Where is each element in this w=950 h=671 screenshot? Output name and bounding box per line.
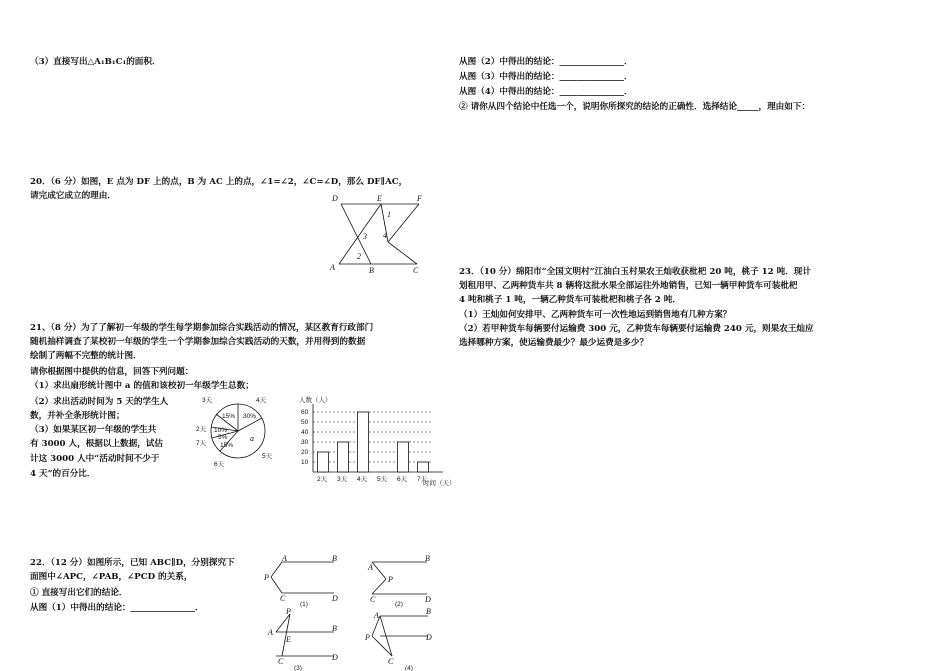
- bar-chart: [295, 394, 460, 486]
- fig3-b: B: [332, 624, 337, 633]
- label-3: 3: [363, 232, 367, 241]
- bar-chart-ytick: 20: [301, 449, 309, 456]
- fig1-b: B: [332, 554, 337, 563]
- q22-fig4-conclusion: 从图（4）中得出的结论：_______________．: [459, 87, 633, 97]
- q22-text-line1: 22．（12 分）如图所示，已知 ABC∥D，分别探究下: [30, 558, 235, 568]
- bar-6天: [398, 442, 409, 472]
- label-b: B: [369, 266, 374, 275]
- pie-slice-2day-pct: 10%: [214, 427, 228, 434]
- fig2-a: A: [368, 563, 373, 572]
- fig2-b: B: [425, 554, 430, 563]
- q21-part3a: （3）如果某区初一年级的学生共: [30, 425, 157, 435]
- bar-chart-xtick: 2天: [317, 476, 328, 483]
- fig3-e: E: [286, 635, 291, 644]
- label-d: D: [332, 194, 338, 203]
- fig2-c: C: [370, 595, 376, 604]
- q21-text-line1: 21、（8 分）为了了解初一年级的学生每学期参加综合实践活动的情况，某区教育行政部门: [30, 323, 374, 333]
- fig3-c: C: [278, 657, 284, 666]
- fig2-d: D: [425, 595, 431, 604]
- bar-chart-xtick: 7天: [417, 476, 428, 483]
- bar-chart-xtick: 6天: [397, 476, 408, 483]
- q22-text-line3: ① 直接写出它们的结论．: [30, 588, 128, 598]
- q21-part3d: 4 天”的百分比．: [30, 469, 96, 479]
- q21-text-line3: 绘制了两幅不完整的统计图．: [30, 351, 142, 361]
- q21-part3c: 计这 3000 人中“活动时间不少于: [30, 454, 160, 464]
- bar-chart-xtick: 4天: [357, 476, 368, 483]
- label-e: E: [377, 194, 382, 203]
- fig1-p: P: [264, 573, 269, 582]
- q22-text-line2: 面图中∠APC，∠PAB，∠PCD 的关系，: [30, 572, 193, 582]
- line-c: [388, 242, 417, 264]
- label-f: F: [417, 194, 422, 203]
- fig4-a: A: [374, 611, 379, 620]
- q23-text-line2: 划租用甲、乙两种货车共 8 辆将这批水果全部运往外地销售，已知一辆甲种货车可装枇杷: [459, 281, 798, 291]
- pie-slice-5day-a: a: [250, 434, 254, 443]
- pie-label-6day: 6天: [214, 461, 225, 468]
- bar-3天: [338, 442, 349, 472]
- bar-chart-xtick: 5天: [377, 476, 388, 483]
- label-c: C: [413, 266, 419, 275]
- bar-4天: [358, 412, 369, 472]
- bar-chart-ylabel: 人数（人）: [299, 397, 332, 404]
- fig4-caption: (4): [405, 665, 413, 671]
- fig1-caption: (1): [300, 601, 308, 608]
- pie-label-2day: 2天: [196, 426, 207, 433]
- pie-slice-3day-pct: 15%: [222, 413, 236, 420]
- q20-figure: [325, 192, 435, 274]
- bar-chart-xlabel: 时间（天）: [423, 480, 456, 487]
- pie-slice-6day-pct: 15%: [220, 442, 234, 449]
- fig3-caption: (3): [294, 665, 302, 671]
- fig1-c: C: [280, 594, 286, 603]
- fig1-a: A: [282, 554, 287, 563]
- line-f-c: [388, 204, 419, 242]
- q19-part3: （3）直接写出△A₁B₁C₁的面积．: [30, 57, 161, 67]
- fig4-d: D: [426, 633, 432, 642]
- fig4-b: B: [426, 607, 431, 616]
- q21-part2a: （2）求出活动时间为 5 天的学生人: [30, 397, 169, 407]
- q23-text-line1: 23．（10 分）绵阳市“全国文明村”江油白玉村果农王灿收获枇杷 20 吨，桃子 12 吨．现计: [459, 267, 811, 277]
- pie-slice-4day-pct: 30%: [243, 413, 257, 420]
- bar-chart-ytick: 60: [301, 409, 309, 416]
- pie-label-4day: 4天: [256, 397, 267, 404]
- fig3-a: A: [268, 628, 273, 637]
- bar-chart-ytick: 40: [301, 429, 309, 436]
- bar-chart-xtick: 3天: [337, 476, 348, 483]
- pie-label-7day: 7天: [196, 440, 207, 447]
- bar-2天: [318, 452, 329, 472]
- label-a: A: [330, 263, 335, 272]
- q22-figures: [262, 554, 440, 671]
- pie-label-3day: 3天: [202, 397, 213, 404]
- q22-text-line4: 从图（1）中得出的结论：_______________．: [30, 603, 204, 613]
- label-1: 1: [387, 210, 391, 219]
- label-2: 2: [357, 252, 361, 261]
- q21-part3b: 有 3000 人，根据以上数据，试估: [30, 439, 164, 449]
- bar-chart-ytick: 50: [301, 419, 309, 426]
- q21-text-line2: 随机抽样调查了某校初一年级的学生一个学期参加综合实践活动的天数，并用得到的数据: [30, 337, 366, 347]
- q23-part2a: （2）若甲种货车每辆要付运输费 300 元，乙种货车每辆要付运输费 240 元，则果农王灿应: [459, 324, 814, 334]
- q22-part2: ② 请你从四个结论中任选一个，说明你所探究的结论的正确性．选择结论_____，理由如下：: [459, 102, 811, 112]
- fig3-p: P: [286, 607, 291, 616]
- pie-chart: [196, 394, 280, 470]
- fig1-d: D: [332, 594, 338, 603]
- q21-part1: （1）求出扇形统计图中 a 的值和该校初一年级学生总数；: [30, 381, 254, 391]
- label-4: 4: [383, 231, 387, 240]
- bar-chart-ytick: 30: [301, 439, 309, 446]
- bar-chart-ytick: 10: [301, 459, 309, 466]
- q20-text-line2: 请完成它成立的理由．: [30, 191, 116, 201]
- fig4-p: P: [365, 633, 370, 642]
- q20-text-line1: 20．（6 分）如图，E 点为 DF 上的点，B 为 AC 上的点，∠1=∠2，∠C=∠D，那么 DF∥AC，: [30, 177, 408, 187]
- bar-7天: [418, 462, 429, 472]
- q23-text-line3: 4 吨和桃子 1 吨，一辆乙种货车可装枇杷和桃子各 2 吨．: [459, 295, 681, 305]
- q22-fig2-conclusion: 从图（2）中得出的结论：_______________．: [459, 57, 633, 67]
- fig4-c: C: [388, 657, 394, 666]
- pie-slice-7day-pct: 5%: [218, 434, 228, 441]
- q22-fig3-conclusion: 从图（3）中得出的结论：_______________．: [459, 72, 633, 82]
- q23-part1: （1）王灿如何安排甲、乙两种货车可一次性地运到销售地有几种方案？: [459, 310, 732, 320]
- q23-part2b: 选择哪种方案，使运输费最少？最少运费是多少？: [459, 338, 649, 348]
- q21-text-line4: 请你根据图中提供的信息，回答下列问题：: [30, 367, 194, 377]
- fig2-caption: (2): [395, 601, 403, 608]
- pie-label-5day: 5天: [262, 453, 273, 460]
- fig2-p: P: [388, 575, 393, 584]
- q21-part2b: 数，并补全条形统计图；: [30, 411, 125, 421]
- fig3-d: D: [332, 653, 338, 662]
